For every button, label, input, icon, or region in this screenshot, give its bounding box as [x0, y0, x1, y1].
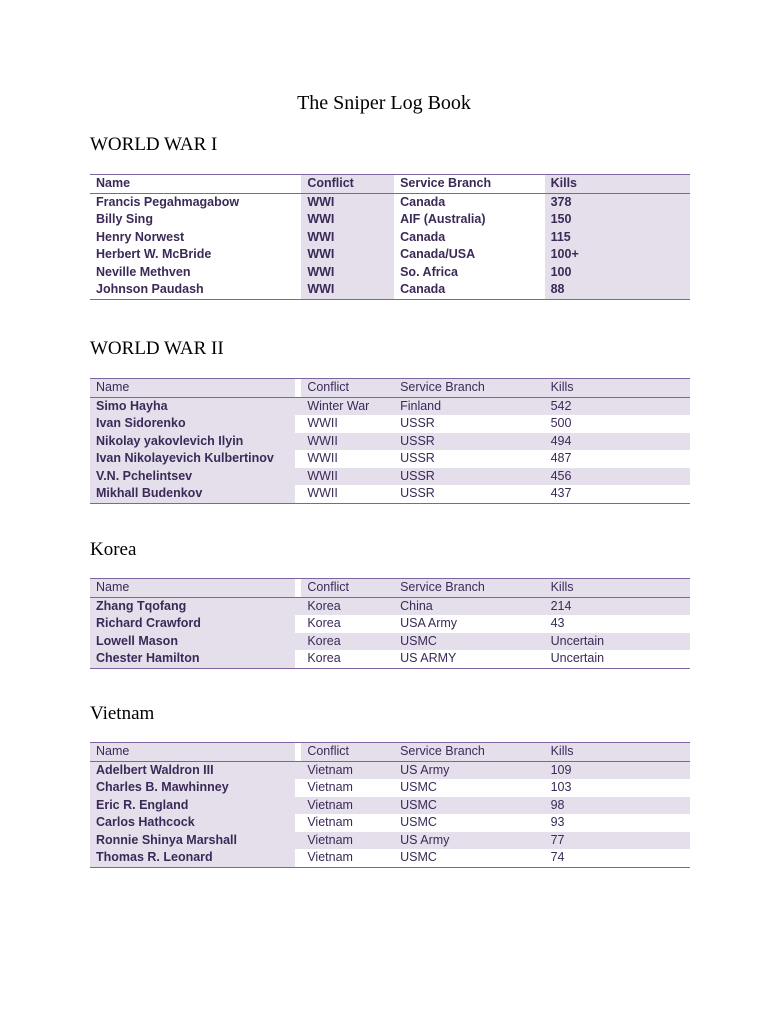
column-header-name: Name — [90, 379, 295, 398]
column-header-name: Name — [90, 579, 295, 598]
column-header-kills: Kills — [545, 579, 690, 598]
table-korea — [90, 578, 690, 669]
cell-name: Lowell Mason — [90, 633, 295, 651]
cell-kills: 494 — [545, 433, 690, 451]
cell-kills: 109 — [545, 761, 690, 779]
column-header-kills: Kills — [545, 175, 690, 194]
cell-conflict: Korea — [301, 633, 394, 651]
cell-branch: Canada — [394, 229, 545, 247]
table-row — [90, 229, 690, 247]
cell-conflict: Vietnam — [301, 832, 394, 850]
cell-conflict: WWII — [301, 485, 394, 503]
cell-name: Ronnie Shinya Marshall — [90, 832, 295, 850]
cell-branch: Canada — [394, 193, 545, 211]
cell-kills: 150 — [545, 211, 690, 229]
column-header-name: Name — [90, 743, 295, 762]
cell-branch: USMC — [394, 849, 545, 867]
table-row — [90, 193, 690, 211]
cell-name: Charles B. Mawhinney — [90, 779, 295, 797]
table-row — [90, 849, 690, 867]
document-title: The Sniper Log Book — [297, 92, 471, 114]
cell-branch: Canada — [394, 281, 545, 299]
cell-conflict: Korea — [301, 650, 394, 668]
cell-conflict: WWI — [301, 193, 394, 211]
cell-kills: 103 — [545, 779, 690, 797]
cell-branch: US ARMY — [394, 650, 545, 668]
table-row — [90, 797, 690, 815]
cell-name: Carlos Hathcock — [90, 814, 295, 832]
cell-name: Eric R. England — [90, 797, 295, 815]
cell-name: Neville Methven — [90, 264, 295, 282]
table-row — [90, 832, 690, 850]
cell-name: V.N. Pchelintsev — [90, 468, 295, 486]
cell-branch: US Army — [394, 832, 545, 850]
cell-conflict: WWII — [301, 468, 394, 486]
column-header-branch: Service Branch — [394, 175, 545, 194]
cell-branch: US Army — [394, 761, 545, 779]
cell-branch: Finland — [394, 397, 545, 415]
table-row — [90, 211, 690, 229]
cell-branch: USSR — [394, 433, 545, 451]
table-row — [90, 468, 690, 486]
table-vietnam — [90, 742, 690, 868]
cell-name: Adelbert Waldron III — [90, 761, 295, 779]
cell-name: Nikolay yakovlevich Ilyin — [90, 433, 295, 451]
cell-branch: USMC — [394, 797, 545, 815]
cell-name: Chester Hamilton — [90, 650, 295, 668]
cell-kills: 487 — [545, 450, 690, 468]
cell-conflict: Vietnam — [301, 814, 394, 832]
cell-kills: 77 — [545, 832, 690, 850]
table-row — [90, 433, 690, 451]
cell-conflict: Vietnam — [301, 797, 394, 815]
cell-kills: 93 — [545, 814, 690, 832]
table-ww1 — [90, 174, 690, 300]
cell-kills: 98 — [545, 797, 690, 815]
cell-name: Johnson Paudash — [90, 281, 295, 299]
column-header-conflict: Conflict — [301, 579, 394, 598]
cell-name: Francis Pegahmagabow — [90, 193, 295, 211]
table-row — [90, 485, 690, 503]
cell-kills: 378 — [545, 193, 690, 211]
table-row — [90, 761, 690, 779]
table-row — [90, 246, 690, 264]
cell-name: Henry Norwest — [90, 229, 295, 247]
table-row — [90, 281, 690, 299]
cell-kills: 115 — [545, 229, 690, 247]
cell-branch: USMC — [394, 814, 545, 832]
table-header-row — [90, 175, 690, 194]
cell-kills: 437 — [545, 485, 690, 503]
cell-kills: 214 — [545, 597, 690, 615]
cell-branch: So. Africa — [394, 264, 545, 282]
table-row — [90, 779, 690, 797]
cell-branch: USA Army — [394, 615, 545, 633]
cell-kills: 542 — [545, 397, 690, 415]
cell-branch: USSR — [394, 485, 545, 503]
cell-kills: Uncertain — [545, 650, 690, 668]
column-header-name: Name — [90, 175, 295, 194]
cell-name: Billy Sing — [90, 211, 295, 229]
section-heading-ww1: WORLD WAR I — [90, 134, 218, 155]
cell-conflict: WWII — [301, 450, 394, 468]
section-heading-vietnam: Vietnam — [90, 703, 155, 724]
cell-name: Zhang Tqofang — [90, 597, 295, 615]
table-row — [90, 415, 690, 433]
cell-conflict: Vietnam — [301, 849, 394, 867]
cell-conflict: WWII — [301, 415, 394, 433]
cell-conflict: Korea — [301, 615, 394, 633]
column-header-kills: Kills — [545, 743, 690, 762]
cell-branch: Canada/USA — [394, 246, 545, 264]
cell-kills: 88 — [545, 281, 690, 299]
cell-branch: USSR — [394, 450, 545, 468]
table-row — [90, 633, 690, 651]
column-header-kills: Kills — [545, 379, 690, 398]
table-row — [90, 264, 690, 282]
table-header-row — [90, 579, 690, 598]
cell-name: Ivan Sidorenko — [90, 415, 295, 433]
cell-conflict: WWI — [301, 281, 394, 299]
cell-branch: USMC — [394, 779, 545, 797]
cell-kills: 500 — [545, 415, 690, 433]
column-header-branch: Service Branch — [394, 743, 545, 762]
column-header-conflict: Conflict — [301, 743, 394, 762]
cell-branch: AIF (Australia) — [394, 211, 545, 229]
cell-name: Ivan Nikolayevich Kulbertinov — [90, 450, 295, 468]
table-row — [90, 397, 690, 415]
table-row — [90, 814, 690, 832]
cell-conflict: WWI — [301, 211, 394, 229]
table-row — [90, 650, 690, 668]
cell-conflict: Winter War — [301, 397, 394, 415]
cell-kills: 100 — [545, 264, 690, 282]
cell-conflict: Korea — [301, 597, 394, 615]
cell-kills: 456 — [545, 468, 690, 486]
table-row — [90, 615, 690, 633]
cell-conflict: Vietnam — [301, 761, 394, 779]
cell-name: Simo Hayha — [90, 397, 295, 415]
cell-conflict: Vietnam — [301, 779, 394, 797]
cell-branch: USSR — [394, 468, 545, 486]
section-heading-ww2: WORLD WAR II — [90, 338, 224, 359]
cell-kills: 100+ — [545, 246, 690, 264]
table-row — [90, 597, 690, 615]
table-header-row — [90, 743, 690, 762]
cell-branch: China — [394, 597, 545, 615]
cell-conflict: WWI — [301, 264, 394, 282]
cell-conflict: WWI — [301, 229, 394, 247]
cell-branch: USSR — [394, 415, 545, 433]
column-header-branch: Service Branch — [394, 379, 545, 398]
table-ww2 — [90, 378, 690, 504]
column-header-branch: Service Branch — [394, 579, 545, 598]
cell-name: Richard Crawford — [90, 615, 295, 633]
column-header-conflict: Conflict — [301, 175, 394, 194]
section-heading-korea: Korea — [90, 539, 137, 560]
cell-name: Thomas R. Leonard — [90, 849, 295, 867]
table-header-row — [90, 379, 690, 398]
cell-name: Mikhall Budenkov — [90, 485, 295, 503]
cell-kills: 74 — [545, 849, 690, 867]
cell-branch: USMC — [394, 633, 545, 651]
cell-conflict: WWII — [301, 433, 394, 451]
cell-kills: Uncertain — [545, 633, 690, 651]
column-header-conflict: Conflict — [301, 379, 394, 398]
table-row — [90, 450, 690, 468]
cell-name: Herbert W. McBride — [90, 246, 295, 264]
cell-conflict: WWI — [301, 246, 394, 264]
cell-kills: 43 — [545, 615, 690, 633]
